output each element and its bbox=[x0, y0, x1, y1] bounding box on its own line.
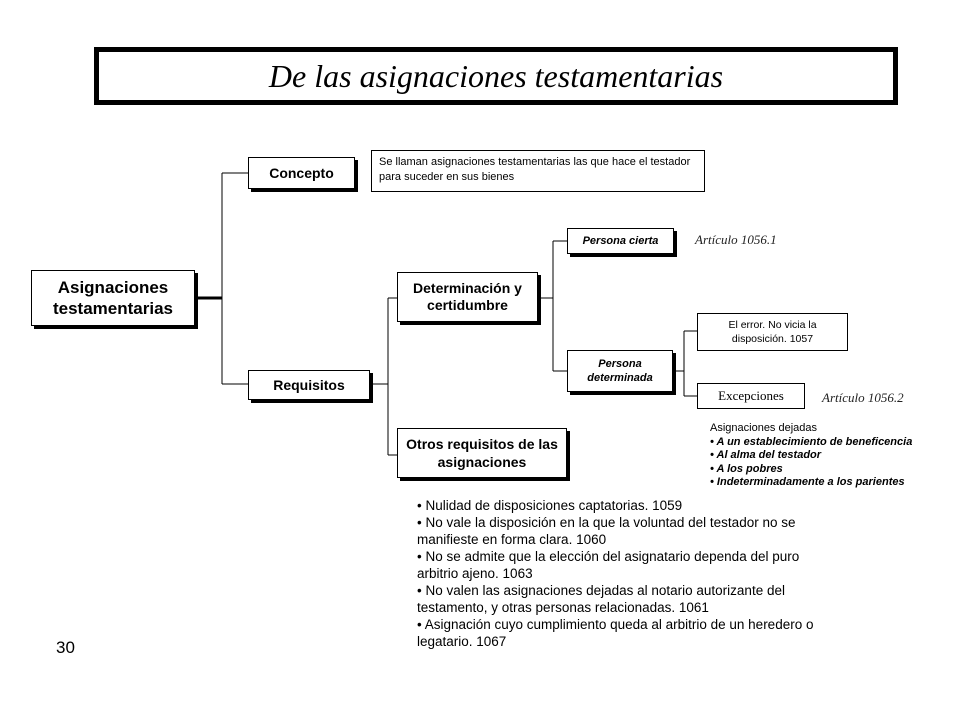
list-item: • A un establecimiento de beneficencia bbox=[710, 436, 950, 450]
determinacion-label: Determinación y certidumbre bbox=[413, 280, 522, 313]
node-concepto bbox=[248, 157, 355, 189]
persona-cierta-label: Persona cierta bbox=[582, 235, 659, 247]
list-item: • Al alma del testador bbox=[710, 449, 950, 463]
list-item: • Indeterminadamente a los parientes bbox=[710, 476, 950, 490]
error-label: El error. No vicia la disposición. 1057 bbox=[728, 319, 817, 345]
node-determinacion-certidumbre bbox=[397, 272, 538, 322]
concepto-definition bbox=[371, 150, 705, 192]
concepto-text: Se llaman asignaciones testamentarias las que hace el testador para suceder en sus bienes bbox=[379, 156, 691, 183]
otros-label: Otros requisitos de las asignaciones bbox=[406, 436, 558, 470]
excepciones-items bbox=[710, 436, 950, 490]
root-label: Asignaciones testamentarias bbox=[52, 278, 173, 318]
list-item: • Nulidad de disposiciones captatorias. 1059 bbox=[417, 497, 827, 514]
list-item: • A los pobres bbox=[710, 463, 950, 477]
reference-1056-2: Artículo 1056.2 bbox=[822, 390, 904, 405]
otros-requisitos-items bbox=[417, 497, 827, 650]
persona-determinada-label: Persona determinada bbox=[587, 358, 653, 384]
excepciones-label: Excepciones bbox=[718, 388, 784, 403]
list-item: • No valen las asignaciones dejadas al notario autorizante del testamento, y otras personas relacionadas. 1061 bbox=[417, 582, 827, 616]
list-item: • Asignación cuyo cumplimiento queda al arbitrio de un heredero o legatario. 1067 bbox=[417, 616, 827, 650]
otros-requisitos-detail bbox=[417, 497, 827, 650]
node-requisitos bbox=[248, 370, 370, 400]
list-item: • No vale la disposición en la que la voluntad del testador no se manifieste en forma clara. 1060 bbox=[417, 514, 827, 548]
excepciones-detail bbox=[710, 422, 950, 490]
node-excepciones bbox=[697, 383, 805, 409]
excepciones-heading: Asignaciones dejadas bbox=[710, 422, 818, 434]
requisitos-label: Requisitos bbox=[273, 377, 345, 393]
reference-1056-1: Artículo 1056.1 bbox=[695, 232, 777, 247]
concepto-label: Concepto bbox=[269, 165, 334, 181]
page-title: De las asignaciones testamentarias bbox=[268, 57, 724, 94]
node-otros-requisitos bbox=[397, 428, 567, 478]
node-asignaciones-testamentarias bbox=[31, 270, 195, 326]
node-persona-determinada bbox=[567, 350, 673, 392]
page-number: 30 bbox=[56, 638, 75, 657]
node-persona-cierta bbox=[567, 228, 674, 254]
list-item: • No se admite que la elección del asignatario dependa del puro arbitrio ajeno. 1063 bbox=[417, 548, 827, 582]
node-error bbox=[697, 313, 848, 351]
